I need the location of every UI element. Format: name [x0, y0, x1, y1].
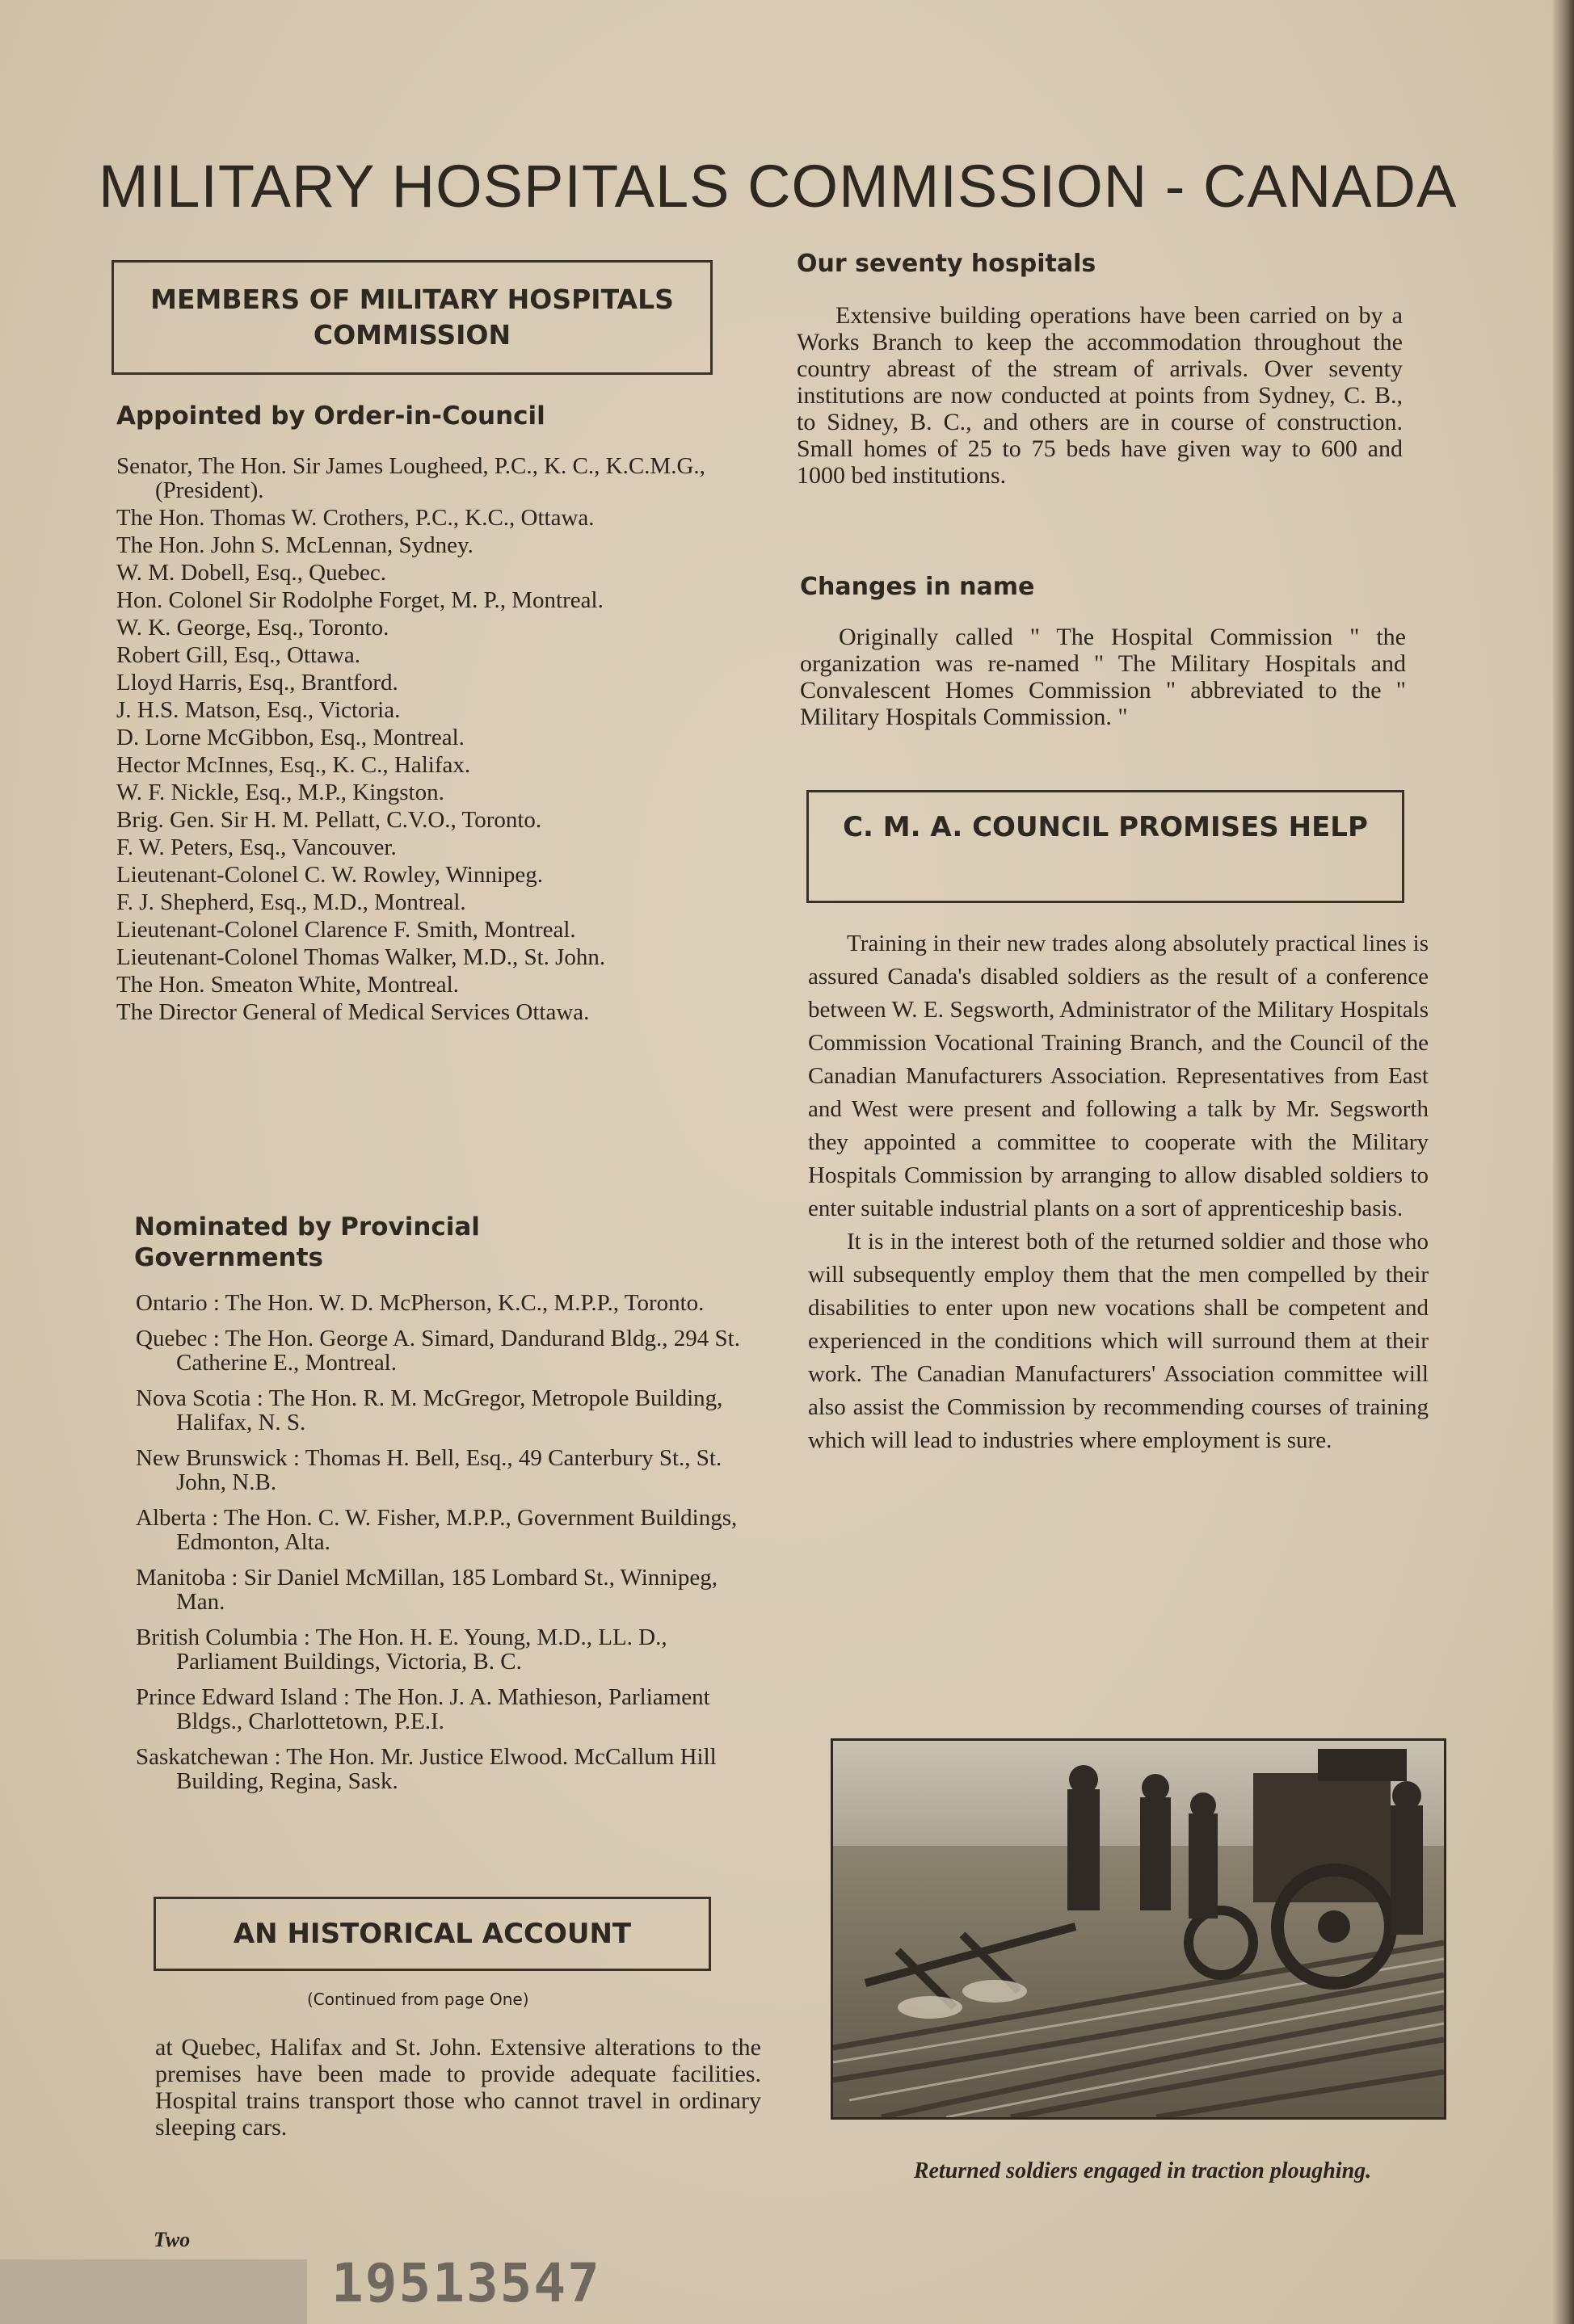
page-number: Two: [154, 2228, 191, 2251]
list-item: F. J. Shepherd, Esq., M.D., Montreal.: [116, 889, 466, 915]
nominated-heading: Nominated by Provincial Governments: [134, 1212, 480, 1272]
list-item: Nova Scotia : The Hon. R. M. McGregor, Metropole Building, Halifax, N. S.: [136, 1385, 723, 1435]
council-paragraph-2: It is in the interest both of the returned soldier and those who will subsequently employ them that the men compelled by their disabilities to enter upon new vocations shall be competent and experienced in the conditions which will surround them at their work. The Canadian Manufacturers' Association committee will also assist the Commission by recommending courses of training which will lead to industries where employment is sure.: [808, 1229, 1429, 1453]
list-item: W. M. Dobell, Esq., Quebec.: [116, 560, 386, 586]
list-item: British Columbia : The Hon. H. E. Young, M.D., LL. D., Parliament Buildings, Victoria, B. C.: [136, 1624, 667, 1675]
page-title: MILITARY HOSPITALS COMMISSION - CANADA: [99, 153, 1458, 220]
list-item: W. F. Nickle, Esq., M.P., Kingston.: [116, 780, 444, 805]
list-item: Prince Edward Island : The Hon. J. A. Mathieson, Parliament Bldgs., Charlottetown, P.E.I.: [136, 1684, 710, 1734]
hospitals-paragraph: Extensive building operations have been carried on by a Works Branch to keep the accommodation throughout the country abreast of the stream of arrivals. Over seventy institutions are now conducted at points from Sydney, C. B., to Sidney, B. C., and others are in course of construction. Small homes of 25 to 75 beds have given way to 600 and 1000 bed institutions.: [797, 302, 1403, 489]
list-item: Lieutenant-Colonel Clarence F. Smith, Montreal.: [116, 917, 576, 943]
list-item: Alberta : The Hon. C. W. Fisher, M.P.P., Government Buildings, Edmonton, Alta.: [136, 1505, 738, 1555]
list-item: The Hon. Thomas W. Crothers, P.C., K.C., Ottawa.: [116, 505, 595, 531]
list-item: Lieutenant-Colonel Thomas Walker, M.D., St. John.: [116, 944, 606, 970]
binding-edge: [1553, 0, 1574, 2324]
ploughing-photo-image: [833, 1741, 1444, 2117]
list-item: New Brunswick : Thomas H. Bell, Esq., 49 Canterbury St., St. John, N.B.: [136, 1445, 722, 1495]
list-item: The Hon. John S. McLennan, Sydney.: [116, 532, 473, 558]
members-box-heading: MEMBERS OF MILITARY HOSPITALS COMMISSION: [112, 260, 713, 375]
nominated-members-list: [136, 1291, 750, 1805]
list-item: Saskatchewan : The Hon. Mr. Justice Elwood. McCallum Hill Building, Regina, Sask.: [136, 1744, 717, 1794]
list-item: The Director General of Medical Services Ottawa.: [116, 999, 590, 1025]
changes-paragraph: Originally called " The Hospital Commission " the organization was re-named " The Military Hospitals and Convalescent Homes Commission " abbreviated to the " Military Hospitals Commission. ": [800, 624, 1406, 730]
hospitals-heading: Our seventy hospitals: [797, 250, 1096, 278]
list-item: Hector McInnes, Esq., K. C., Halifax.: [116, 752, 471, 778]
hospitals-text: [797, 302, 1403, 489]
list-item: Manitoba : Sir Daniel McMillan, 185 Lombard St., Winnipeg, Man.: [136, 1565, 718, 1615]
council-paragraph-1: Training in their new trades along absolutely practical lines is assured Canada's disabled soldiers as the result of a conference between W. E. Segsworth, Administrator of the Military Hospitals Commission Vocational Training Branch, and the Council of the Canadian Manufacturers Association. Representatives from East and West were present and following a talk by Mr. Segsworth they appointed a committee to cooperate with the Military Hospitals Commission by arranging to allow disabled soldiers to enter suitable industrial plants on a sort of apprenticeship basis.: [808, 931, 1429, 1221]
scan-corner: [0, 2259, 307, 2324]
list-item: Ontario : The Hon. W. D. McPherson, K.C., M.P.P., Toronto.: [136, 1290, 705, 1316]
appointed-heading: Appointed by Order-in-Council: [116, 401, 545, 431]
list-item: Robert Gill, Esq., Ottawa.: [116, 642, 361, 668]
council-text: [808, 927, 1429, 1457]
historical-text: at Quebec, Halifax and St. John. Extensive alterations to the premises have been made to provide adequate facilities. Hospital trains transport those who cannot travel in ordinary sleeping cars.: [155, 2034, 761, 2141]
list-item: F. W. Peters, Esq., Vancouver.: [116, 834, 397, 860]
list-item: Hon. Colonel Sir Rodolphe Forget, M. P., Montreal.: [116, 587, 604, 613]
continued-note: (Continued from page One): [307, 1990, 529, 2009]
ploughing-photo: [831, 1738, 1446, 2120]
list-item: Lloyd Harris, Esq., Brantford.: [116, 670, 398, 696]
changes-heading: Changes in name: [800, 573, 1035, 601]
archive-stamp-number: 19513547: [331, 2252, 601, 2314]
list-item: The Hon. Smeaton White, Montreal.: [116, 972, 459, 998]
historical-box-heading: AN HISTORICAL ACCOUNT: [154, 1897, 711, 1971]
list-item: Quebec : The Hon. George A. Simard, Dandurand Bldg., 294 St. Catherine E., Montreal.: [136, 1326, 740, 1376]
list-item: D. Lorne McGibbon, Esq., Montreal.: [116, 725, 465, 750]
appointed-members-list: [116, 454, 730, 1028]
council-box-heading: C. M. A. COUNCIL PROMISES HELP: [806, 790, 1404, 903]
list-item: J. H.S. Matson, Esq., Victoria.: [116, 697, 401, 723]
list-item: W. K. George, Esq., Toronto.: [116, 615, 389, 641]
photo-caption: Returned soldiers engaged in traction ploughing.: [913, 2158, 1372, 2183]
list-item: Brig. Gen. Sir H. M. Pellatt, C.V.O., Toronto.: [116, 807, 542, 833]
changes-text: [800, 624, 1406, 730]
list-item: Lieutenant-Colonel C. W. Rowley, Winnipeg.: [116, 862, 544, 888]
list-item: Senator, The Hon. Sir James Lougheed, P.C., K. C., K.C.M.G., (President).: [116, 453, 705, 503]
